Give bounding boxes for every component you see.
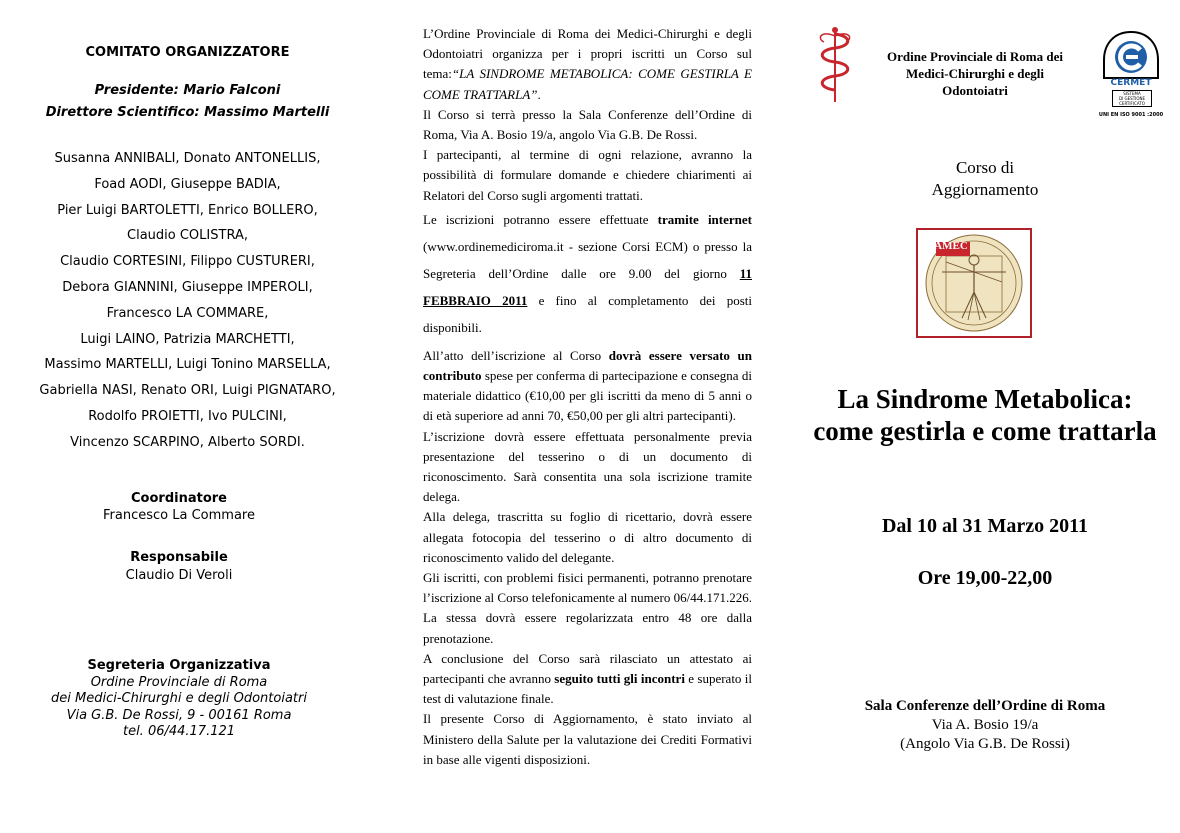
amec-label: AMEC <box>934 240 968 252</box>
cermet-sub: DI GESTIONE <box>1119 96 1145 101</box>
amec-emblem <box>916 228 1032 338</box>
cermet-certification-mark <box>1100 30 1162 122</box>
member-line: Pier Luigi BARTOLETTI, Enrico BOLLERO, <box>57 202 318 218</box>
middle-panel <box>423 24 752 770</box>
fee-text: All’atto dell’iscrizione al Corso <box>423 347 609 363</box>
event-title-line: La Sindrome Metabolica: <box>837 384 1133 414</box>
ministry-paragraph: Il presente Corso di Aggiornamento, è stato inviato al Ministero della Salute per la valutazione dei Crediti Formativi in base alle vigenti disposizioni. <box>423 711 752 767</box>
intro-end: . <box>537 86 541 102</box>
fee-text: spese per conferma di partecipazione e consegna di materiale didattico (€10,00 per gli iscritti da meno di 5 anni o di età superiore ad anni 70, €50,00 per gli altri partecipanti). <box>423 368 752 424</box>
certificate-text: A conclusione del Corso sarà rilasciato un attestato ai partecipanti che avranno <box>423 650 752 687</box>
member-line: Francesco LA COMMARE, <box>106 305 269 321</box>
venue-address: (Angolo Via G.B. De Rossi) <box>900 736 1070 752</box>
event-dates: Dal 10 al 31 Marzo 2011 <box>881 515 1089 537</box>
fee-paragraph <box>423 346 752 427</box>
member-line: Rodolfo PROIETTI, Ivo PULCINI, <box>88 408 287 424</box>
identity-paragraph: L’iscrizione dovrà essere effettuata personalmente previa presentazione del tesserino o di un documento di riconoscimento. Sarà consentita una sola iscrizione tramite delega. <box>423 428 752 505</box>
questions-paragraph: I partecipanti, al termine di ogni relazione, avranno la possibilità di formulare domande e chiedere chiarimenti ai Relatori del Corso sugli argomenti trattati. <box>423 147 752 203</box>
course-theme: “LA SINDROME METABOLICA: COME GESTIRLA E COME TRATTARLA” <box>423 66 752 102</box>
director-line: Direttore Scientifico: Massimo Martelli <box>45 105 330 120</box>
org-name-line: Ordine Provinciale di Roma dei <box>887 49 1063 64</box>
org-name-line: Odontoiatri <box>942 83 1008 98</box>
venue-paragraph: Il Corso si terrà presso la Sala Conferenze dell’Ordine di Roma, Via A. Bosio 19/a, angolo Via G.B. De Rossi. <box>423 106 752 143</box>
registration-text: Le iscrizioni potranno essere effettuate <box>423 211 658 227</box>
registration-paragraph <box>423 206 752 341</box>
responsible-title: Responsabile <box>130 550 228 565</box>
cermet-logo-icon <box>1100 30 1162 80</box>
course-type-line: Corso di <box>955 158 1015 177</box>
event-title <box>790 383 1180 447</box>
event-title-line: come gestirla e come trattarla <box>813 416 1157 446</box>
registration-text: (www.ordinemediciroma.it - sezione Corsi ECM) o presso la Segreteria dell’Ordine dalle ore 9.00 del giorno <box>423 238 752 281</box>
org-name-line: Medici-Chirurghi e degli <box>906 66 1044 81</box>
secretariat-line: tel. 06/44.17.121 <box>122 724 236 739</box>
registration-date: 11 FEBBRAIO 2011 <box>423 265 752 308</box>
committee-title: COMITATO ORGANIZZATORE <box>85 45 290 60</box>
member-line: Claudio CORTESINI, Filippo CUSTURERI, <box>60 254 315 270</box>
fee-required: dovrà essere versato un contributo <box>423 347 752 384</box>
secretariat-line: Via G.B. De Rossi, 9 - 00161 Roma <box>66 708 292 723</box>
president-line: Presidente: Mario Falconi <box>94 83 281 98</box>
member-line: Claudio COLISTRA, <box>127 228 248 244</box>
registration-text: e fino al completamento dei posti disponibili. <box>423 292 752 335</box>
venue-address: Via A. Bosio 19/a <box>931 717 1039 733</box>
member-line: Susanna ANNIBALI, Donato ANTONELLIS, <box>54 151 321 166</box>
committee-members <box>0 146 375 456</box>
venue-title: Sala Conferenze dell’Ordine di Roma <box>864 698 1106 714</box>
certificate-paragraph <box>423 649 752 710</box>
coordinator-name: Francesco La Commare <box>103 508 255 523</box>
intro-text: L’Ordine Provinciale di Roma dei Medici-Chirurghi e degli Odontoiatri organizza per i propri iscritti un Corso sul tema: <box>423 26 752 82</box>
certificate-condition: seguito tutti gli incontri <box>554 671 685 687</box>
course-type <box>790 157 1180 201</box>
cermet-sub: CERTIFICATO <box>1119 101 1145 106</box>
member-line: Foad AODI, Giuseppe BADIA, <box>94 176 281 192</box>
intro-paragraph <box>423 24 752 105</box>
org-name <box>855 48 1095 99</box>
delegation-paragraph: Alla delega, trascritta su foglio di ricettario, dovrà essere allegata fotocopia del tesserino o di altro documento di riconoscimento valido del delegante. <box>423 509 752 565</box>
cermet-brand: CERMET <box>1110 78 1152 88</box>
event-hours: Ore 19,00-22,00 <box>917 567 1053 589</box>
event-venue <box>790 697 1180 754</box>
secretariat-line: dei Medici-Chirurghi e degli Odontoiatri <box>51 691 307 706</box>
caduceus-logo <box>810 24 860 104</box>
course-type-line: Aggiornamento <box>931 180 1039 199</box>
certificate-text: e superato il test di valutazione finale. <box>423 671 752 707</box>
cermet-system-box <box>1112 90 1152 107</box>
member-line: Debora GIANNINI, Giuseppe IMPEROLI, <box>62 279 313 295</box>
cermet-iso: UNI EN ISO 9001 :2000 <box>1098 112 1164 118</box>
member-line: Luigi LAINO, Patrizia MARCHETTI, <box>80 331 295 347</box>
secretariat-title: Segreteria Organizzativa <box>87 658 271 673</box>
cermet-sub: SISTEMA <box>1123 91 1141 96</box>
member-line: Gabriella NASI, Renato ORI, Luigi PIGNATARO, <box>39 383 336 399</box>
registration-internet: tramite internet <box>657 211 752 227</box>
coordinator-title: Coordinatore <box>131 491 227 506</box>
member-line: Vincenzo SCARPINO, Alberto SORDI. <box>70 434 305 450</box>
responsible-name: Claudio Di Veroli <box>125 568 233 583</box>
secretariat-line: Ordine Provinciale di Roma <box>90 675 268 690</box>
phone-booking-paragraph: Gli iscritti, con problemi fisici permanenti, potranno prenotare l’iscrizione al Corso telefonicamente al numero 06/44.171.226. La stessa dovrà essere regolarizzata entro 48 ore dalla prenotazione. <box>423 570 752 646</box>
member-line: Massimo MARTELLI, Luigi Tonino MARSELLA, <box>44 357 331 373</box>
